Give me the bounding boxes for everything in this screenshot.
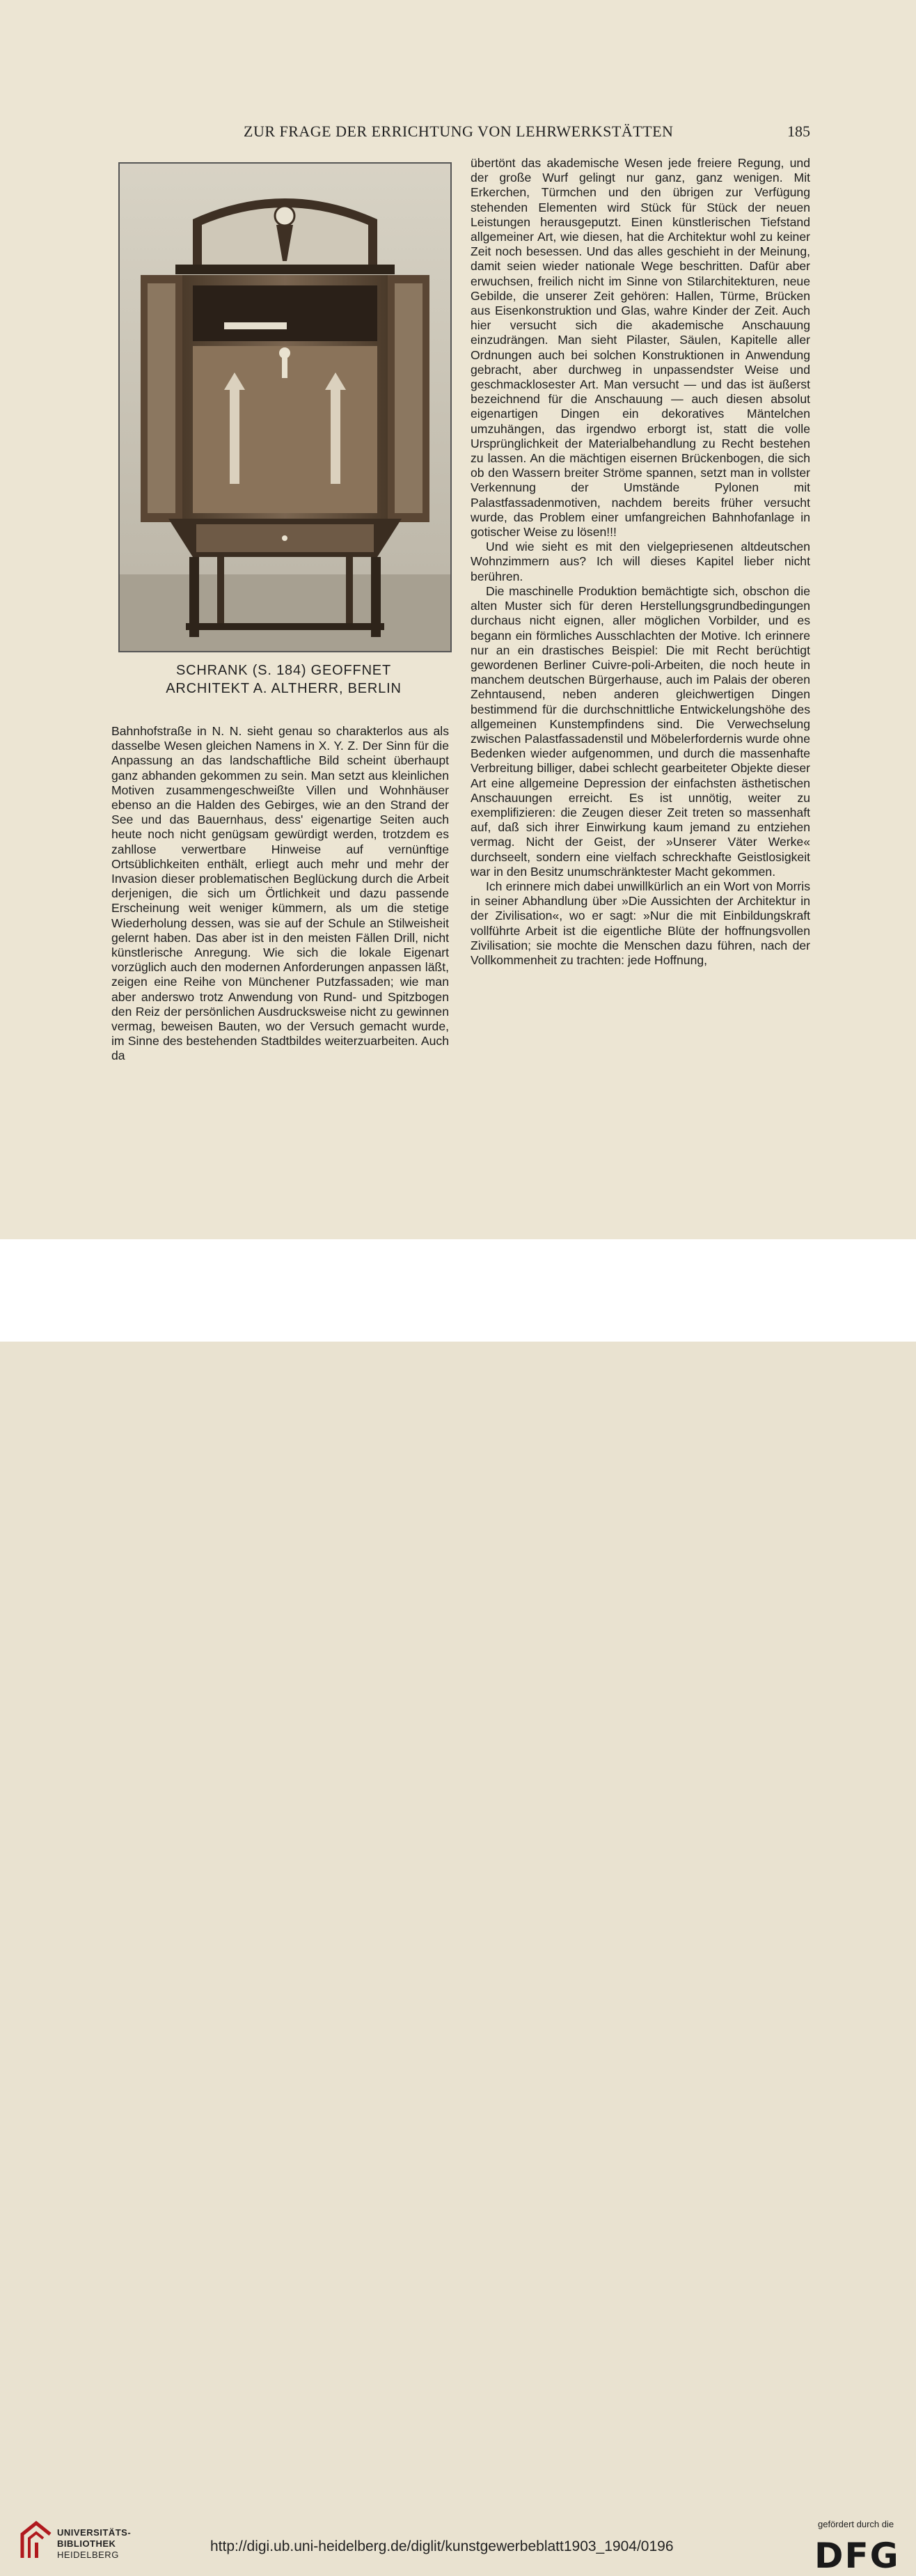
cabinet-photograph <box>118 162 452 652</box>
paragraph: übertönt das akademische Wesen jede freiere Regung, und der große Wurf gelingt nur ganz, ganz wenigen. Mit Erkerchen, Türmchen und den übrigen zur Verfügung stehenden Elementen wird Stück für Stück der neuen Leistungen herausgeputzt. Einen künstlerischen Tiefstand allgemeiner Art, wie diesen, hat die Architektur wohl zu keiner Zeit noch besessen. Und das alles geschieht in der Meinung, damit seien wieder nationale Wege beschritten. Dafür aber erwuchsen, freilich nicht im Sinne von Stilarchitekturen, neue Gebilde, die unserer Zeit gehören: Hallen, Türme, Brücken aus Eisenkonstruktion und Glas, wahre Kinder der Zeit. Auch hier versucht sich die akademische Anschauung einzudrängen. Man sieht Pilaster, Säulen, Kapitelle aller Ordnungen auch bei solchen Konstruktionen in Anwendung gebracht, aber durchweg in unpassendster Weise und geschmacklosester Art. Man versucht — und das ist äußerst bezeichnend für die Anschauung — auch diesen absolut eigenartigen Dingen ein dekoratives Mäntelchen umzuhängen, das irgendwo erborgt ist, statt die volle Ursprünglichkeit der Materialbehandlung zu Recht bestehen zu lassen. An die mächtigen eisernen Brückenbogen, die sich ob den Wassern breiter Ströme spannen, setzt man in vollster Verkennung der Umstände Pylonen mit Palastfassadenmotiven, nachdem bereits früher versucht wurde, das Problem einer umfangreichen Bahnhofanlage in gotischer Weise zu lösen!!! <box>471 156 810 540</box>
paragraph: Bahnhofstraße in N. N. sieht genau so charakterlos aus als dasselbe Wesen gleichen Namens in X. Y. Z. Der Sinn für die Anpassung an das landschaftliche Bild scheint überhaupt ganz abhanden gekommen zu sein. Man setzt aus kleinlichen Motiven zusammengeschweißte Villen und Wohnhäuser ebenso an die Halden des Gebirges, wie an den Strand der See und das Bauernhaus, dess' eigenartige Seiten auch heute noch nicht genügsam gewürdigt werden, trotzdem es zahllose verwertbare Hinweise auf vernünftige Ortsüblichkeiten enthält, erliegt auch mehr und mehr der Invasion dieser problematischen Beglückung durch die Arbeit derjenigen, die sich um Örtlichkeit und dazu passende Erscheinung weit weniger kümmern, als um die stetige Wiederholung dessen, was sie auf der Schule an Stilweisheit gelernt haben. Das aber ist in den meisten Fällen Drill, nicht künstlerische Anregung. Wie sich die lokale Eigenart vorzüglich auch den modernen Anforderungen anpassen läßt, zeigen eine Reihe von Münchener Putzfassaden; wie man aber anderswo trotz Anwendung von Rund- und Spitzbogen den Reiz der persönlichen Ausdrucksweise nicht zu gewinnen vermag, beweisen Bauten, wo der Versuch gemacht wurde, im Sinne des bestehenden Stadtbildes weiterzuarbeiten. Auch da <box>111 724 449 1063</box>
caption-title: SCHRANK (S. 184) GEOFFNET <box>176 663 391 678</box>
paragraph: Die maschinelle Produktion bemächtigte sich, obschon die alten Muster sich für deren Herstellungsgrundbedingungen durchaus nicht eignen, aller möglichen Vorbilder, und es begann ein förmliches Ausschlachten der Motive. Ich erinnere nur an ein drastisches Beispiel: Die mit Recht berüchtigt gewordenen Berliner Cuivre-poli-Arbeiten, die noch heute in manchem deutschen Bürgerhause, auch im Palais der oberen Zehntausend, neben anderen gleichwertigen Dingen bestimmend für die durchschnittliche Entwickelungshöhe des allgemeinen Kunstempfindens sind. Die Verwechselung zwischen Palastfassadenstil und Möbelerfordernis wurde ohne Bedenken wieder aufgenommen, und durch die massenhafte Verbreitung billiger, dabei schlecht gearbeiteter Objekte dieser Art eine allgemeine Depression der einfachsten ästhetischen Anschauungen erreicht. Es ist unnötig, weiter zu exemplifizieren: die Zeugen dieser Zeit treten so massenhaft auf, daß sich ihrer Einwirkung kaum jemand zu entziehen vermag. Nicht der Geist, der »Unserer Väter Werke« durchseelt, sondern eine vielfach schreckhafte Geistlosigkeit war in den Besitz unumschränktester Macht gekommen. <box>471 583 810 879</box>
scanned-page <box>0 0 916 1239</box>
library-name-line: UNIVERSITÄTS- <box>57 2527 132 2538</box>
figure-caption <box>118 661 449 698</box>
library-name-line: HEIDELBERG <box>57 2550 119 2560</box>
left-text-column <box>111 724 449 1064</box>
cabinet-illustration <box>120 164 450 651</box>
caption-credit: ARCHITEKT A. ALTHERR, BERLIN <box>166 681 402 696</box>
running-title: ZUR FRAGE DER ERRICHTUNG VON LEHRWERKSTÄTTEN <box>244 123 674 140</box>
page-number: 185 <box>787 123 810 140</box>
library-name <box>57 2527 131 2561</box>
dfg-logo: DFG <box>814 2536 900 2576</box>
paragraph: Ich erinnere mich dabei unwillkürlich an ein Wort von Morris in seiner Abhandlung über »Die Aussichten der Architektur in der Zivilisation«, wo er sagt: »Nur die mit Einbildungskraft vollführte Arbeit ist die eigentliche Blüte der hoffnungsvollen Zivilisation; sie mochte die Menschen dazu führen, nach der Vollkommenheit zu trachten: jede Hoffnung, <box>471 879 810 967</box>
funder-label: gefördert durch die <box>818 2519 894 2529</box>
paragraph: Und wie sieht es mit den vielgepriesenen altdeutschen Wohnzimmern aus? Ich will dieses Kapitel lieber nicht berühren. <box>471 540 810 583</box>
university-library-logo-icon <box>19 2520 53 2561</box>
digitization-footer <box>0 1239 916 2576</box>
library-name-line: BIBLIOTHEK <box>57 2538 116 2549</box>
source-url[interactable]: http://digi.ub.uni-heidelberg.de/diglit/kunstgewerbeblatt1903_1904/0196 <box>210 2538 674 2554</box>
right-text-column <box>471 156 810 968</box>
